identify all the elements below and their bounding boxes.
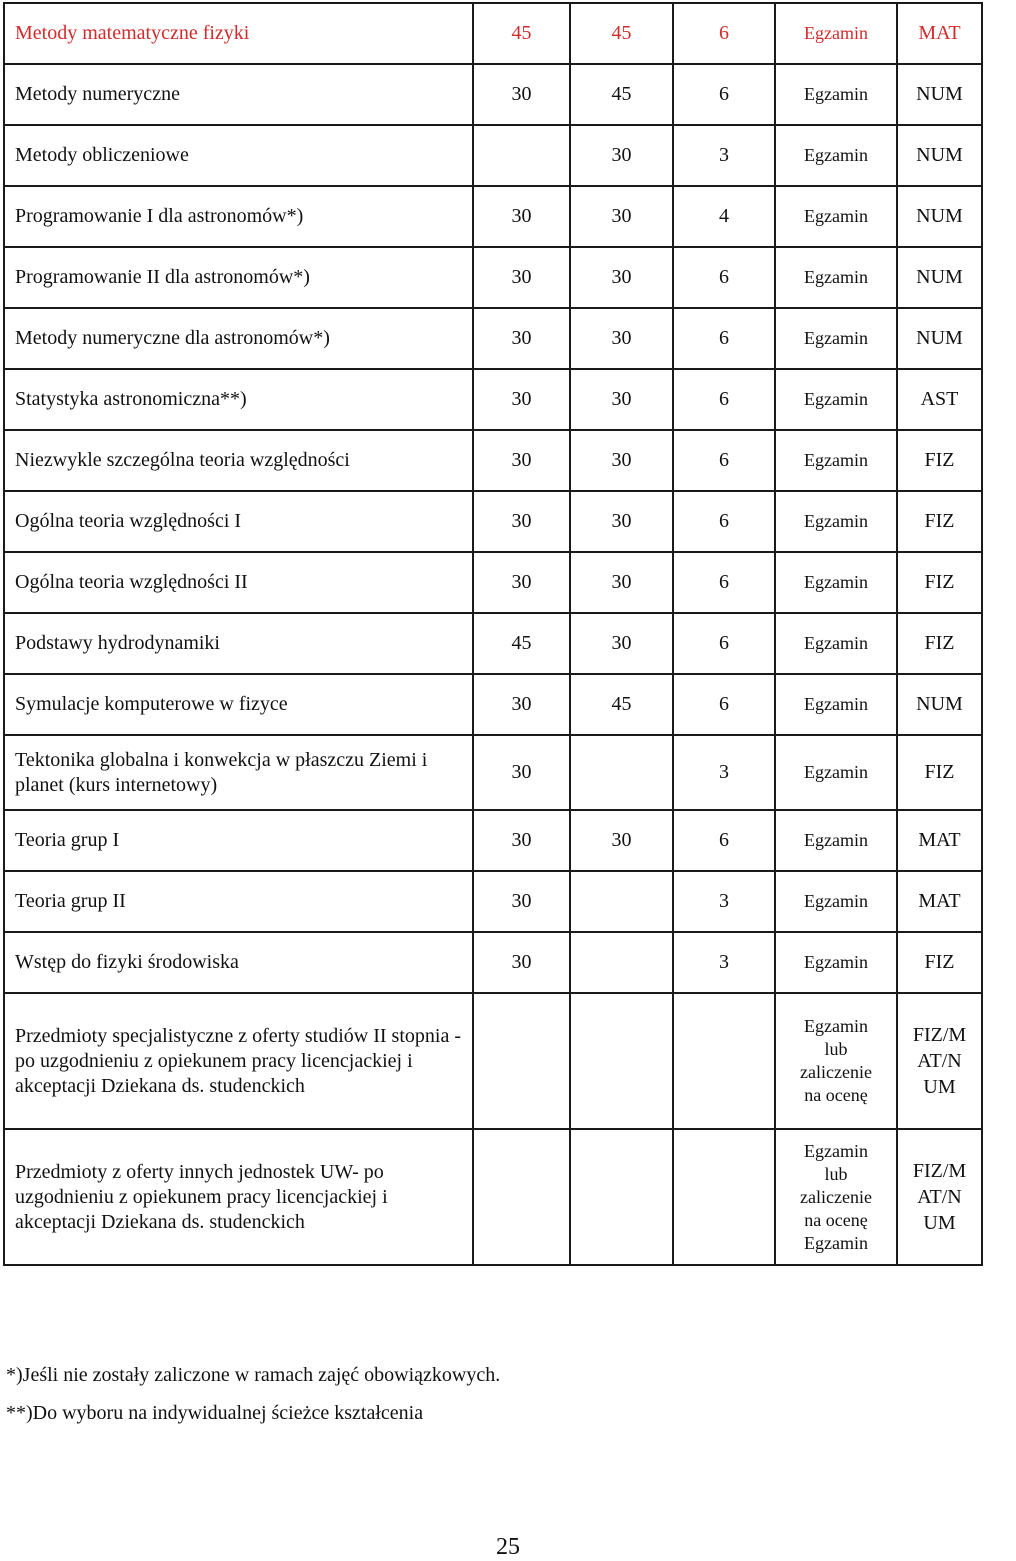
table-row [4, 3, 982, 64]
course-code: AST [897, 369, 982, 430]
hours-a: 30 [473, 247, 570, 308]
assessment-form: Egzamin [775, 369, 897, 430]
course-name: Niezwykle szczególna teoria względności [4, 430, 473, 491]
ects [673, 1129, 775, 1265]
hours-a: 45 [473, 3, 570, 64]
table-row [4, 491, 982, 552]
course-name: Symulacje komputerowe w fizyce [4, 674, 473, 735]
hours-a: 30 [473, 186, 570, 247]
course-code: MAT [897, 3, 982, 64]
assessment-form: Egzamin [775, 491, 897, 552]
table-row [4, 993, 982, 1129]
course-name: Statystyka astronomiczna**) [4, 369, 473, 430]
footnotes [6, 1356, 500, 1432]
assessment-form: Egzamin [775, 247, 897, 308]
table-row [4, 247, 982, 308]
hours-a [473, 993, 570, 1129]
table-row [4, 64, 982, 125]
course-code: FIZ [897, 613, 982, 674]
footnote: **)Do wyboru na indywidualnej ścieżce kształcenia [6, 1402, 424, 1424]
hours-b: 30 [570, 125, 673, 186]
ects: 6 [673, 247, 775, 308]
hours-b: 45 [570, 64, 673, 125]
ects: 6 [673, 369, 775, 430]
course-code: NUM [897, 186, 982, 247]
hours-b [570, 932, 673, 993]
course-code: FIZ/M AT/N UM [897, 1129, 982, 1265]
course-code: NUM [897, 308, 982, 369]
course-name: Tektonika globalna i konwekcja w płaszczu Ziemi i planet (kurs internetowy) [4, 735, 473, 810]
course-name: Metody obliczeniowe [4, 125, 473, 186]
course-name: Ogólna teoria względności II [4, 552, 473, 613]
hours-b: 30 [570, 186, 673, 247]
courses-table [3, 2, 983, 1266]
course-code: NUM [897, 125, 982, 186]
course-code: MAT [897, 810, 982, 871]
assessment-form: Egzamin [775, 3, 897, 64]
hours-b: 30 [570, 369, 673, 430]
hours-b: 30 [570, 430, 673, 491]
course-name: Ogólna teoria względności I [4, 491, 473, 552]
assessment-form: Egzamin [775, 552, 897, 613]
course-code: NUM [897, 64, 982, 125]
course-name: Metody numeryczne [4, 64, 473, 125]
hours-b [570, 735, 673, 810]
ects: 3 [673, 735, 775, 810]
table-row [4, 932, 982, 993]
hours-a: 30 [473, 369, 570, 430]
course-code: FIZ/M AT/N UM [897, 993, 982, 1129]
hours-a [473, 125, 570, 186]
course-code: FIZ [897, 932, 982, 993]
course-name: Teoria grup I [4, 810, 473, 871]
hours-b: 30 [570, 552, 673, 613]
assessment-form: Egzamin [775, 932, 897, 993]
hours-b [570, 871, 673, 932]
hours-b: 30 [570, 810, 673, 871]
assessment-form: Egzamin [775, 64, 897, 125]
course-name: Metody matematyczne fizyki [4, 3, 473, 64]
footnote: *)Jeśli nie zostały zaliczone w ramach zajęć obowiązkowych. [6, 1364, 501, 1386]
assessment-form: Egzamin [775, 871, 897, 932]
hours-a [473, 1129, 570, 1265]
course-code: MAT [897, 871, 982, 932]
ects: 3 [673, 125, 775, 186]
hours-a: 30 [473, 735, 570, 810]
hours-b: 30 [570, 491, 673, 552]
table-row [4, 125, 982, 186]
hours-b: 45 [570, 3, 673, 64]
ects: 6 [673, 613, 775, 674]
course-name: Metody numeryczne dla astronomów*) [4, 308, 473, 369]
table-row [4, 871, 982, 932]
course-code: FIZ [897, 552, 982, 613]
table-row [4, 735, 982, 810]
hours-a: 30 [473, 810, 570, 871]
hours-a: 30 [473, 674, 570, 735]
hours-b [570, 1129, 673, 1265]
ects: 6 [673, 491, 775, 552]
course-code: FIZ [897, 491, 982, 552]
course-name: Wstęp do fizyki środowiska [4, 932, 473, 993]
ects: 6 [673, 810, 775, 871]
hours-a: 30 [473, 871, 570, 932]
assessment-form: Egzamin lub zaliczenie na ocenę [775, 993, 897, 1129]
hours-b: 30 [570, 613, 673, 674]
assessment-form: Egzamin [775, 308, 897, 369]
ects: 6 [673, 3, 775, 64]
ects: 6 [673, 64, 775, 125]
table-row [4, 613, 982, 674]
hours-a: 30 [473, 430, 570, 491]
ects: 6 [673, 674, 775, 735]
course-name: Podstawy hydrodynamiki [4, 613, 473, 674]
course-name: Programowanie I dla astronomów*) [4, 186, 473, 247]
ects: 3 [673, 871, 775, 932]
assessment-form: Egzamin [775, 613, 897, 674]
hours-a: 30 [473, 64, 570, 125]
hours-b [570, 993, 673, 1129]
table-row [4, 1129, 982, 1265]
ects: 6 [673, 552, 775, 613]
course-name: Przedmioty specjalistyczne z oferty studiów II stopnia - po uzgodnieniu z opiekunem pracy licencjackiej i akceptacji Dziekana ds. studenckich [4, 993, 473, 1129]
course-code: FIZ [897, 430, 982, 491]
assessment-form: Egzamin lub zaliczenie na ocenę Egzamin [775, 1129, 897, 1265]
table-row [4, 369, 982, 430]
table-row [4, 552, 982, 613]
table-row [4, 308, 982, 369]
course-code: FIZ [897, 735, 982, 810]
course-code: NUM [897, 674, 982, 735]
course-code: NUM [897, 247, 982, 308]
assessment-form: Egzamin [775, 810, 897, 871]
hours-a: 30 [473, 552, 570, 613]
hours-a: 30 [473, 932, 570, 993]
ects: 4 [673, 186, 775, 247]
assessment-form: Egzamin [775, 125, 897, 186]
table-row [4, 186, 982, 247]
hours-b: 45 [570, 674, 673, 735]
table-row [4, 430, 982, 491]
assessment-form: Egzamin [775, 186, 897, 247]
hours-b: 30 [570, 308, 673, 369]
hours-a: 30 [473, 491, 570, 552]
assessment-form: Egzamin [775, 735, 897, 810]
hours-a: 30 [473, 308, 570, 369]
course-name: Przedmioty z oferty innych jednostek UW- po uzgodnieniu z opiekunem pracy licencjackiej i akceptacji Dziekana ds. studenckich [4, 1129, 473, 1265]
ects [673, 993, 775, 1129]
hours-b: 30 [570, 247, 673, 308]
ects: 6 [673, 430, 775, 491]
ects: 6 [673, 308, 775, 369]
course-name: Programowanie II dla astronomów*) [4, 247, 473, 308]
course-name: Teoria grup II [4, 871, 473, 932]
page-number: 25 [496, 1534, 520, 1560]
hours-a: 45 [473, 613, 570, 674]
assessment-form: Egzamin [775, 430, 897, 491]
table-row [4, 674, 982, 735]
table-row [4, 810, 982, 871]
assessment-form: Egzamin [775, 674, 897, 735]
ects: 3 [673, 932, 775, 993]
